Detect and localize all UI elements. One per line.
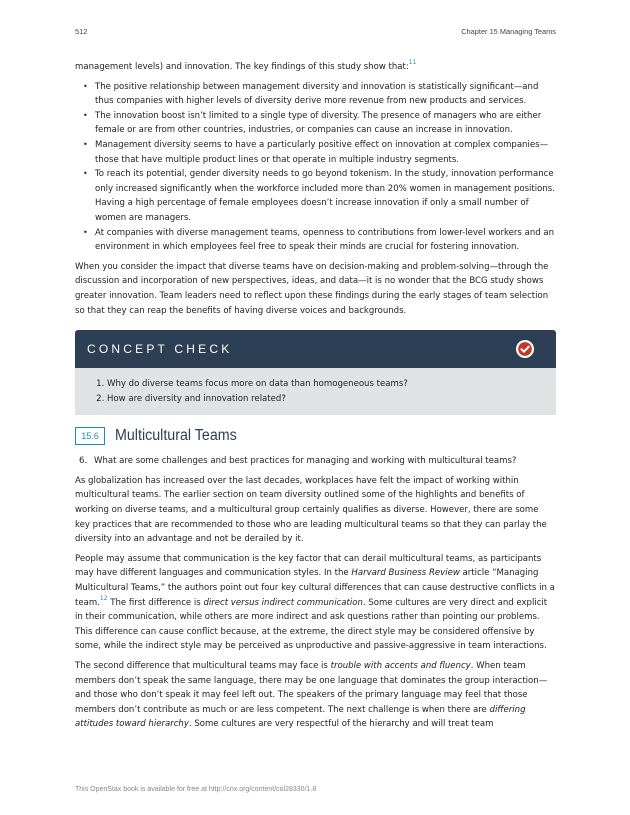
concept-check-questions [91, 377, 556, 406]
objective-text: What are some challenges and best practices for managing and working with multicultural teams? [94, 456, 517, 467]
question-item: 2. How are diversity and innovation related? [107, 392, 556, 407]
emphasis: Harvard Business Review [351, 568, 460, 579]
emphasis: direct versus indirect communication [203, 597, 363, 608]
body-paragraph: People may assume that communication is the key factor that can derail multicultural teams, as participants may have different languages and communication styles. In the Harvard Business Review article “Managing Multicultural Teams,” the authors point out four key cultural differences that can cause destructive conflicts in a team.$^{12}$ The first difference is direct versus indirect communication. Some cultures are very direct and explicit in their communication, while others are more indirect and ask questions rather than pointing our problems. This difference can cause conflict because, at the extreme, the direct style may be considered offensive by some, while the indirect style may be perceived as unproductive and passive-aggressive in team interactions. [75, 553, 555, 652]
learning-objective [75, 454, 556, 469]
concept-check-header [75, 330, 556, 368]
list-item: • At companies with diverse management teams, openness to contributions from lower-level workers and an environment in which employees feel free to speak their minds are crucial for fostering innovation. [95, 226, 556, 255]
question-item: 1. Why do diverse teams focus more on data than homogeneous teams? [107, 377, 556, 392]
section-number: 15.6 [75, 427, 105, 445]
chapter-title: Chapter 15 Managing Teams [461, 27, 556, 36]
concept-check-body [75, 368, 556, 415]
section-heading [75, 427, 556, 445]
main-content [75, 60, 556, 737]
body-paragraph: The second difference that multicultural teams may face is trouble with accents and fluency. When team members don’t speak the same language, there may be one language that dominates the group interaction—and those who don’t speak it may feel left out. The speakers of the primary language may feel that those members don’t contribute as much or are less competent. The next challenge is when there are differing attitudes toward hierarchy. Some cultures are very respectful of the hierarchy and will treat team [75, 661, 548, 730]
objective-number: 6. [79, 456, 88, 467]
emphasis: trouble with accents and fluency [330, 661, 471, 671]
intro-paragraph: management levels) and innovation. The key findings of this study show that:$^{11}$ [75, 59, 417, 72]
concept-check-title: CONCEPT CHECK [87, 342, 233, 357]
footnote-ref-12[interactable]: 12 [99, 594, 108, 602]
checkmark-circle-icon [516, 340, 534, 358]
list-item: • Management diversity seems to have a particularly positive effect on innovation at complex companies—those that have multiple product lines or that operate in multiple industry segments. [95, 138, 556, 167]
list-item: • The positive relationship between management diversity and innovation is statistically significant—and thus companies with higher levels of diversity derive more revenue from new products and services. [95, 80, 556, 109]
list-item: • The innovation boost isn’t limited to a single type of diversity. The presence of managers who are either female or are from other countries, industries, or companies can cause an increase in innovation. [95, 109, 556, 138]
section-title: Multicultural Teams [115, 427, 237, 445]
concept-check-box [75, 330, 556, 415]
footer-note: This OpenStax book is available for free at http://cnx.org/content/col28330/1.8 [75, 786, 317, 793]
list-item: • To reach its potential, gender diversity needs to go beyond tokenism. In the study, innovation performance only increased significantly when the workforce included more than 20% women in management positions. Having a high percentage of female employees doesn’t increase innovation if only a small number of women are managers. [95, 167, 556, 225]
findings-list [75, 80, 556, 255]
body-paragraph: As globalization has increased over the last decades, workplaces have felt the impact of working within multicultural teams. The earlier section on team diversity outlined some of the highlights and benefits of working on diverse teams, and a multicultural group certainly qualifies as diverse. However, there are some key practices that are recommended to those who are leading multicultural teams so that they can parlay the diversity into an advantage and not be derailed by it. [75, 475, 547, 545]
emphasis: differing attitudes toward hierarchy [75, 704, 526, 730]
page-number: 512 [75, 27, 88, 36]
footnote-ref-11[interactable]: 11 [408, 59, 417, 66]
body-paragraph: When you consider the impact that diverse teams have on decision-making and problem-solving—through the discussion and incorporation of new perspectives, ideas, and data—it is no wonder that the BCG study shows greater innovation. Team leaders need to reflect upon these findings during the early stages of team selection so that they can reap the benefits of having diverse voices and backgrounds. [75, 261, 549, 316]
